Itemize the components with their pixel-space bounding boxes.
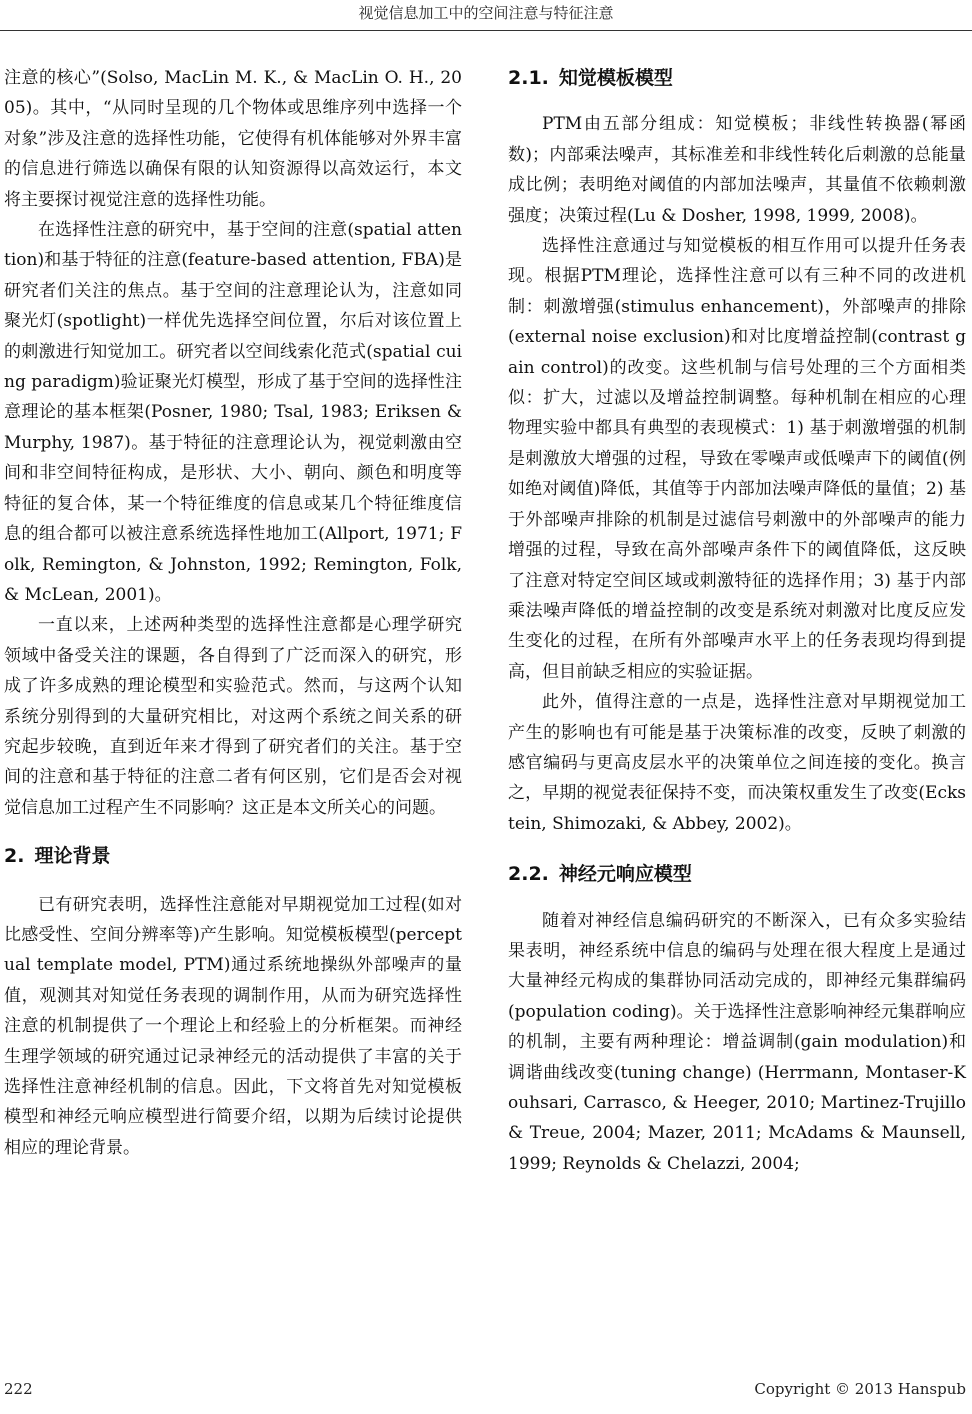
- header-rule: [0, 30, 972, 31]
- copyright-notice: Copyright © 2013 Hanspub: [754, 1380, 966, 1398]
- paragraph: 注意的核心”(Solso, MacLin M. K., & MacLin O. H., 2005)。其中，“从同时呈现的几个物体或思维序列中选择一个对象”涉及注意的选择性功能，它使得有机体能够对外界丰富的信息进行筛选以确保有限的认知资源得以高效运行，本文将主要探讨视觉注意的选择性功能。: [4, 68, 462, 210]
- subsection-number: 2.1.: [508, 67, 549, 89]
- paragraph: 在选择性注意的研究中，基于空间的注意(spatial attention)和基于特征的注意(feature-based attention, FBA)是研究者们关注的焦点。基于空间的注意理论认为，注意如同聚光灯(spotlight)一样优先选择空间位置，尔后对该位置上的刺激进行知觉加工。研究者以空间线索化范式(spatial cuing paradigm)验证聚光灯模型，形成了基于空间的选择性注意理论的基本框架(Posner, 1980; Tsal, 1983; Eriksen & Murphy, 1987)。基于特征的注意理论认为，视觉刺激由空间和非空间特征构成，是形状、大小、朝向、颜色和明度等特征的复合体，某一个特征维度的信息或某几个特征维度信息的组合都可以被注意系统选择性地加工(Allport, 1971; Folk, Remington, & Johnston, 1992; Remington, Folk, & McLean, 2001)。: [4, 220, 462, 605]
- paragraph: 随着对神经信息编码研究的不断深入，已有众多实验结果表明，神经系统中信息的编码与处理在很大程度上是通过大量神经元构成的集群协同活动完成的，即神经元集群编码(population coding)。关于选择性注意影响神经元集群响应的机制，主要有两种理论：增益调制(gain modulation)和调谐曲线改变(tuning change) (Herrmann, Montaser-Kouhsari, Carrasco, & Heeger, 2010; Martinez-Trujillo & Treue, 2004; Mazer, 2011; McAdams & Maunsell, 1999; Reynolds & Chelazzi, 2004;: [508, 910, 966, 1174]
- paragraph: PTM由五部分组成：知觉模板；非线性转换器(幂函数)；内部乘法噪声，其标准差和非线性转化后刺激的总能量成比例；表明绝对阈值的内部加法噪声，其量值不依赖刺激强度；决策过程(Lu & Dosher, 1998, 1999, 2008)。: [508, 114, 966, 226]
- section-number: 2.: [4, 845, 25, 868]
- subsection-title: 知觉模板模型: [558, 67, 673, 89]
- paragraph: 此外，值得注意的一点是，选择性注意对早期视觉加工产生的影响也有可能是基于决策标准的改变，反映了刺激的感官编码与更高皮层水平的决策单位之间连接的变化。换言之，早期的视觉表征保持不变，而决策权重发生了改变(Eckstein, Shimozaki, & Abbey, 2002)。: [508, 692, 966, 834]
- paragraph: 选择性注意通过与知觉模板的相互作用可以提升任务表现。根据PTM理论，选择性注意可以有三种不同的改进机制：刺激增强(stimulus enhancement)，外部噪声的排除(external noise exclusion)和对比度增益控制(contrast gain control)的改变。这些机制与信号处理的三个方面相类似：扩大，过滤以及增益控制调整。每种机制在相应的心理物理实验中都具有典型的表现模式：1) 基于刺激增强的机制是刺激放大增强的过程，导致在零噪声或低噪声下的阈值(例如绝对阈值)降低，其值等于内部加法噪声降低的量值；2) 基于外部噪声排除的机制是过滤信号刺激中的外部噪声的能力增强的过程，导致在高外部噪声条件下的阈值降低，这反映了注意对特定空间区域或刺激特征的选择作用；3) 基于内部乘法噪声降低的增益控制的改变是系统对刺激对比度反应发生变化的过程，在所有外部噪声水平上的任务表现均得到提高，但目前缺乏相应的实验证据。: [508, 236, 966, 682]
- subsection-number: 2.2.: [508, 863, 549, 886]
- page-number: 222: [4, 1380, 33, 1398]
- subsection-heading: [508, 859, 966, 889]
- left-column: [4, 63, 462, 1163]
- running-header: 视觉信息加工中的空间注意与特征注意: [358, 4, 614, 22]
- subsection-heading: [508, 63, 966, 93]
- subsection-title: 神经元响应模型: [558, 863, 692, 886]
- paragraph: 一直以来，上述两种类型的选择性注意都是心理学研究领域中备受关注的课题，各自得到了广泛而深入的研究，形成了许多成熟的理论模型和实验范式。然而，与这两个认知系统分别得到的大量研究相比，对这两个系统之间关系的研究起步较晚，直到近年来才得到了研究者们的关注。基于空间的注意和基于特征的注意二者有何区别，它们是否会对视觉信息加工过程产生不同影响？这正是本文所关心的问题。: [4, 615, 462, 818]
- right-column: [508, 63, 966, 1179]
- section-title: 理论背景: [34, 845, 111, 868]
- paragraph: 已有研究表明，选择性注意能对早期视觉加工过程(如对比感受性、空间分辨率等)产生影响。知觉模板模型(perceptual template model, PTM)通过系统地操纵外部噪声的量值，观测其对知觉任务表现的调制作用，从而为研究选择性注意的机制提供了一个理论上和经验上的分析框架。而神经生理学领域的研究通过记录神经元的活动提供了丰富的关于选择性注意神经机制的信息。因此，下文将首先对知觉模板模型和神经元响应模型进行简要介绍，以期为后续讨论提供相应的理论背景。: [4, 894, 462, 1158]
- section-heading: [4, 841, 462, 871]
